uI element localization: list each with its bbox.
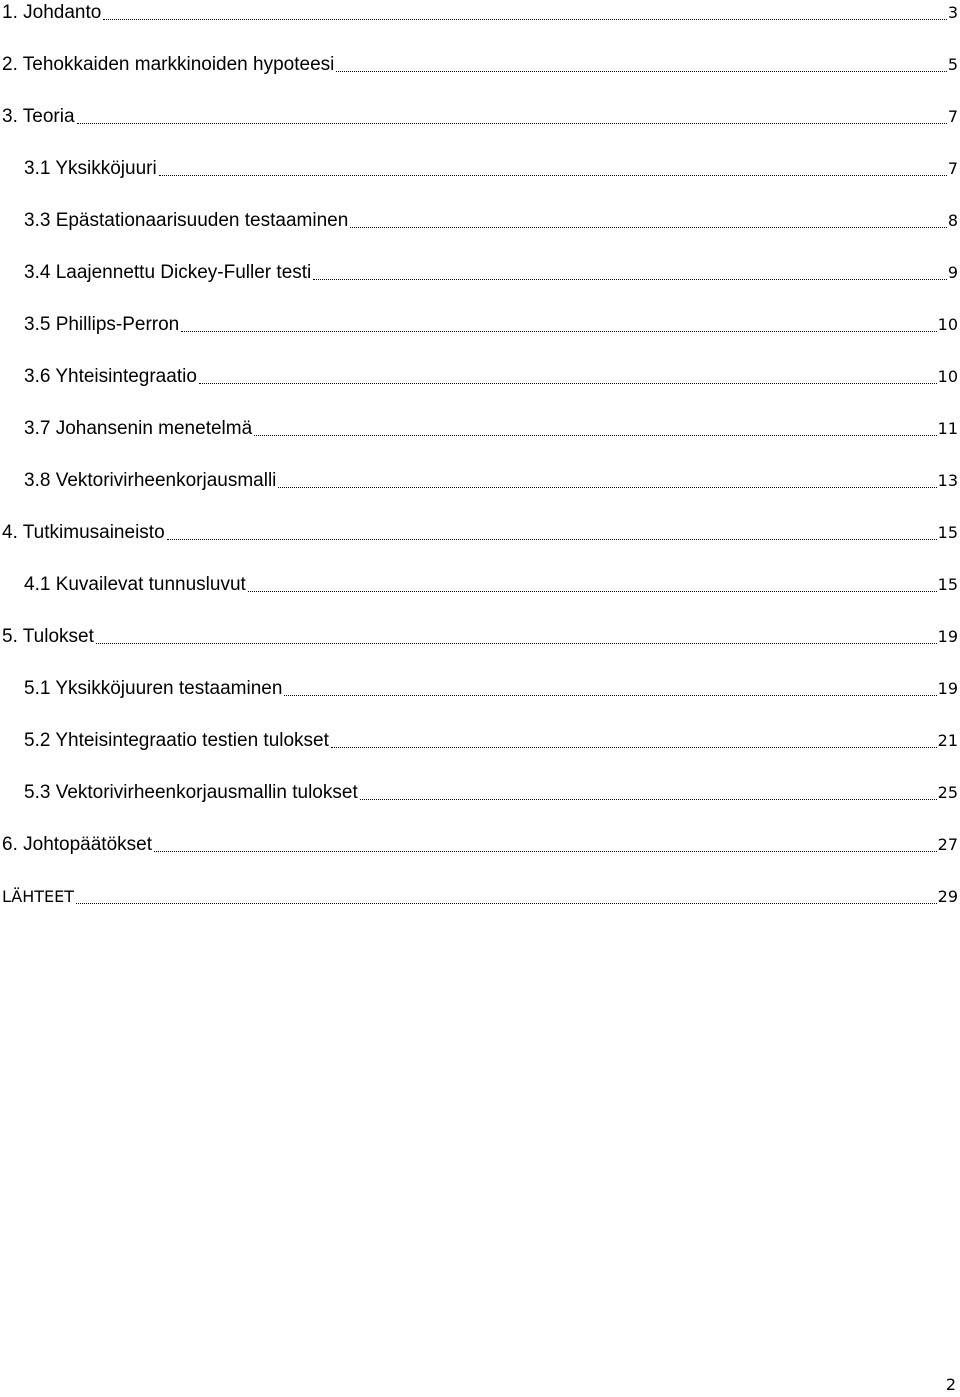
dot-leader bbox=[336, 71, 946, 72]
toc-entry-label: 2. Tehokkaiden markkinoiden hypoteesi bbox=[2, 54, 335, 75]
toc-entry-label: 5. Tulokset bbox=[2, 626, 94, 647]
toc-entry-teoria[interactable] bbox=[2, 104, 958, 130]
dot-leader bbox=[284, 695, 936, 696]
toc-entry-label: 5.2 Yhteisintegraatio testien tulokset bbox=[24, 730, 329, 751]
toc-entry-phillips-perron[interactable] bbox=[24, 312, 958, 338]
toc-entry-page: 11 bbox=[937, 419, 958, 438]
toc-entry-label: 3.4 Laajennettu Dickey-Fuller testi bbox=[24, 262, 312, 283]
toc-entry-label: 4. Tutkimusaineisto bbox=[2, 522, 165, 543]
toc-entry-label: 3.1 Yksikköjuuri bbox=[24, 158, 157, 179]
toc-entry-page: 29 bbox=[937, 887, 958, 906]
toc-entry-vektorivirheenkorjausmalli[interactable] bbox=[24, 468, 958, 494]
dot-leader bbox=[154, 851, 937, 852]
toc-entry-label: 3. Teoria bbox=[2, 106, 75, 127]
toc-entry-vektorivirheenkorjausmallin-tulokset[interactable] bbox=[24, 780, 958, 806]
dot-leader bbox=[103, 19, 947, 20]
dot-leader bbox=[360, 799, 937, 800]
toc-entry-page: 7 bbox=[947, 159, 958, 178]
dot-leader bbox=[167, 539, 937, 540]
toc-entry-page: 10 bbox=[937, 367, 958, 386]
toc-entry-johansenin-menetelma[interactable] bbox=[24, 416, 958, 442]
dot-leader bbox=[313, 279, 947, 280]
toc-entry-label: 3.5 Phillips-Perron bbox=[24, 314, 180, 335]
dot-leader bbox=[278, 487, 936, 488]
toc-entry-label: 1. Johdanto bbox=[2, 2, 102, 23]
toc-entry-page: 19 bbox=[937, 679, 958, 698]
toc-entry-kuvailevat-tunnusluvut[interactable] bbox=[24, 572, 958, 598]
toc-entry-page: 9 bbox=[947, 263, 958, 282]
toc-entry-yhteisintegraatio-testien-tulokset[interactable] bbox=[24, 728, 958, 754]
toc-entry-label: 5.3 Vektorivirheenkorjausmallin tulokset bbox=[24, 782, 358, 803]
toc-entry-label: 3.6 Yhteisintegraatio bbox=[24, 366, 197, 387]
toc-entry-page: 8 bbox=[947, 211, 958, 230]
toc-entry-page: 27 bbox=[937, 835, 958, 854]
toc-entry-label: 3.3 Epästationaarisuuden testaaminen bbox=[24, 210, 349, 231]
dot-leader bbox=[159, 175, 947, 176]
toc-entry-epastationaarisuuden-testaaminen[interactable] bbox=[24, 208, 958, 234]
toc-entry-laajennettu-dickey-fuller[interactable] bbox=[24, 260, 958, 286]
dot-leader bbox=[77, 123, 947, 124]
dot-leader bbox=[181, 331, 936, 332]
toc-entry-label: 6. Johtopäätökset bbox=[2, 834, 152, 855]
toc-entry-tutkimusaineisto[interactable] bbox=[2, 520, 958, 546]
dot-leader bbox=[96, 643, 937, 644]
toc-entry-johdanto[interactable] bbox=[2, 0, 958, 26]
toc-entry-page: 25 bbox=[937, 783, 958, 802]
toc-entry-label: 3.8 Vektorivirheenkorjausmalli bbox=[24, 470, 277, 491]
dot-leader bbox=[331, 747, 937, 748]
toc-entry-page: 13 bbox=[937, 471, 958, 490]
toc-entry-johtopaatokset[interactable] bbox=[2, 832, 958, 858]
page-number: 2 bbox=[945, 1375, 956, 1394]
toc-entry-page: 19 bbox=[937, 627, 958, 646]
toc-entry-yksikkojuuren-testaaminen[interactable] bbox=[24, 676, 958, 702]
toc-entry-label: 3.7 Johansenin menetelmä bbox=[24, 418, 253, 439]
toc-entry-page: 10 bbox=[937, 315, 958, 334]
toc-entry-page: 15 bbox=[937, 575, 958, 594]
dot-leader bbox=[248, 591, 937, 592]
dot-leader bbox=[350, 227, 947, 228]
toc-entry-label: 4.1 Kuvailevat tunnusluvut bbox=[24, 574, 246, 595]
toc-entry-tehokkaiden-markkinoiden-hypoteesi[interactable] bbox=[2, 52, 958, 78]
toc-entry-yhteisintegraatio[interactable] bbox=[24, 364, 958, 390]
dot-leader bbox=[76, 903, 937, 904]
toc-entry-page: 7 bbox=[947, 107, 958, 126]
toc-entry-page: 3 bbox=[947, 3, 958, 22]
toc-entry-label: LÄHTEET bbox=[2, 887, 75, 906]
toc-entry-page: 5 bbox=[947, 55, 958, 74]
toc-entry-lahteet[interactable] bbox=[2, 884, 958, 910]
toc-entry-page: 15 bbox=[937, 523, 958, 542]
toc-entry-yksikkojuuri[interactable] bbox=[24, 156, 958, 182]
toc-entry-label: 5.1 Yksikköjuuren testaaminen bbox=[24, 678, 283, 699]
dot-leader bbox=[199, 383, 937, 384]
dot-leader bbox=[254, 435, 936, 436]
toc-entry-page: 21 bbox=[937, 731, 958, 750]
toc-entry-tulokset[interactable] bbox=[2, 624, 958, 650]
